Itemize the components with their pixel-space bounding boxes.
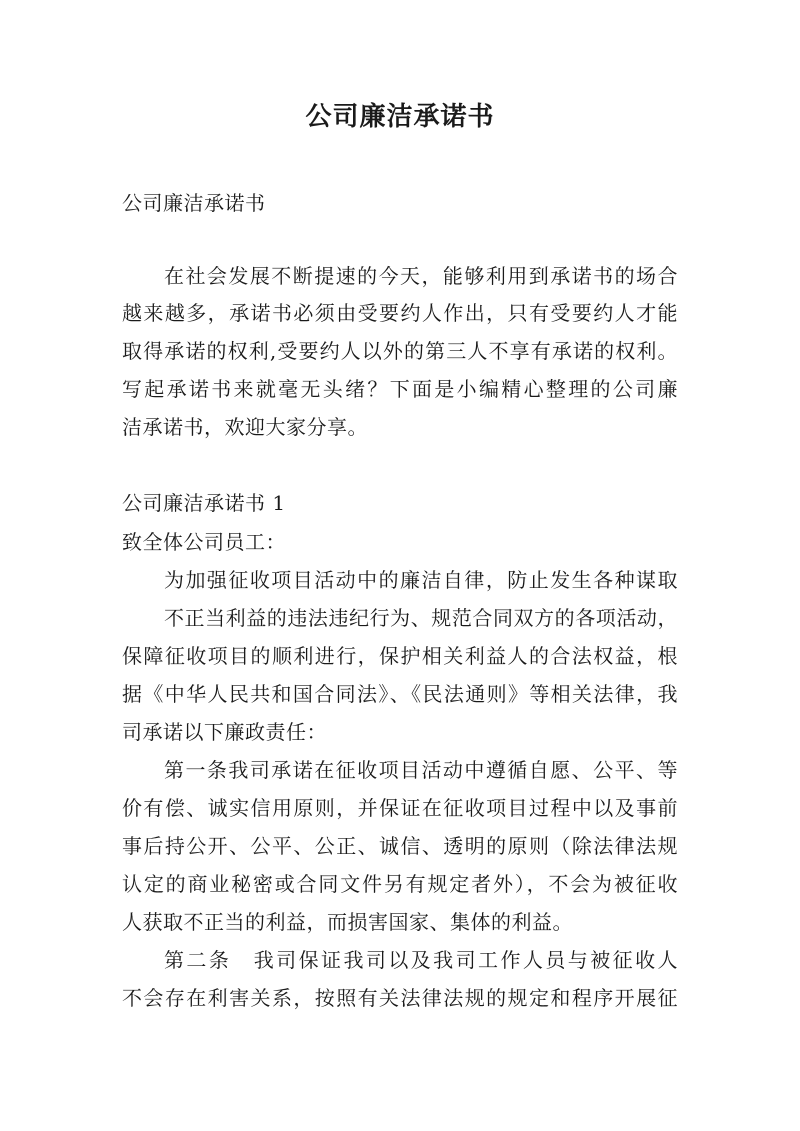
intro-line: 洁承诺书，欢迎大家分享。 — [122, 415, 368, 439]
document-title: 公司廉洁承诺书 — [305, 102, 495, 132]
body-line: 据《中华人民共和国合同法》、《民法通则》等相关法律，我 — [122, 682, 678, 706]
article-1-line: 人获取不正当的利益，而损害国家、集体的利益。 — [122, 910, 573, 934]
body-line: 司承诺以下廉政责任： — [122, 720, 327, 744]
salutation: 致全体公司员工： — [122, 530, 286, 554]
body-line: 不正当利益的违法违纪行为、规范合同双方的各项活动， — [164, 606, 678, 630]
article-2-line: 不会存在利害关系，按照有关法律法规的规定和程序开展征 — [122, 986, 678, 1010]
intro-line: 在社会发展不断提速的今天，能够利用到承诺书的场合 — [164, 264, 678, 288]
intro-line: 写起承诺书来就毫无头绪？下面是小编精心整理的公司廉 — [122, 377, 678, 401]
intro-line: 越来越多，承诺书必须由受要约人作出，只有受要约人才能 — [122, 301, 678, 325]
article-1-line: 价有偿、诚实信用原则，并保证在征收项目过程中以及事前 — [122, 796, 678, 820]
section-heading: 公司廉洁承诺书 1 — [122, 491, 286, 515]
document-subtitle: 公司廉洁承诺书 — [122, 191, 266, 215]
article-2-line: 第二条 我司保证我司以及我司工作人员与被征收人 — [164, 948, 678, 972]
article-1-line: 认定的商业秘密或合同文件另有规定者外），不会为被征收 — [122, 872, 678, 896]
article-1-line: 事后持公开、公平、公正、诚信、透明的原则（除法律法规 — [122, 834, 678, 858]
body-line: 保障征收项目的顺利进行，保护相关利益人的合法权益，根 — [122, 644, 678, 668]
body-line: 为加强征收项目活动中的廉洁自律，防止发生各种谋取 — [164, 568, 678, 592]
intro-line: 取得承诺的权利,受要约人以外的第三人不享有承诺的权利。 — [122, 339, 678, 363]
article-1-line: 第一条我司承诺在征收项目活动中遵循自愿、公平、等 — [164, 758, 678, 782]
